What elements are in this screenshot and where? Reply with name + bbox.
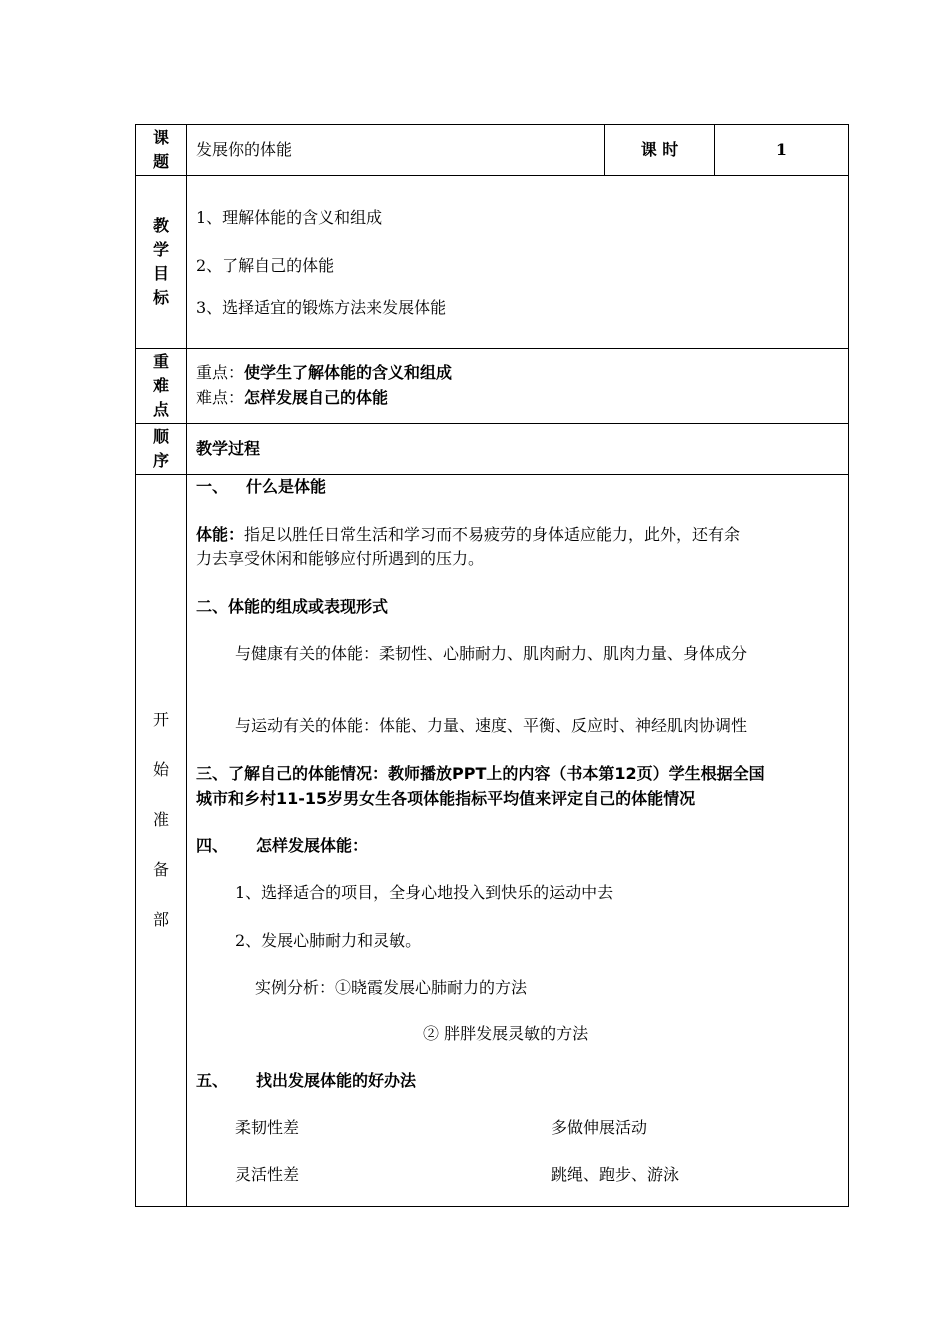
objective-item: 1、理解体能的含义和组成 bbox=[196, 208, 383, 227]
method-solution: 跳绳、跑步、游泳 bbox=[551, 1165, 680, 1184]
key-points-row bbox=[136, 349, 849, 424]
example-1: 实例分析：①晓霞发展心肺耐力的方法 bbox=[255, 978, 528, 997]
difficulty-line: 难点：怎样发展自己的体能 bbox=[196, 388, 389, 407]
process-content bbox=[187, 475, 849, 1207]
process-row bbox=[136, 475, 849, 1207]
focus-line: 重点：使学生了解体能的含义和组成 bbox=[196, 363, 453, 382]
sport-fitness-line: 与运动有关的体能：体能、力量、速度、平衡、反应时、神经肌肉协调性 bbox=[235, 716, 748, 735]
heading-3-line-2: 城市和乡村11-15岁男女生各项体能指标平均值来评定自己的体能情况 bbox=[196, 789, 696, 808]
health-fitness-line: 与健康有关的体能：柔韧性、心肺耐力、肌肉耐力、肌肉力量、身体成分 bbox=[235, 644, 748, 663]
heading-1: 一、 什么是体能 bbox=[196, 477, 327, 496]
objectives-label: 教 学 目 标 bbox=[136, 176, 187, 349]
period-label: 课 时 bbox=[605, 125, 715, 176]
order-value: 教学过程 bbox=[187, 424, 849, 475]
heading-2: 二、体能的组成或表现形式 bbox=[196, 597, 389, 616]
key-points-label: 重 难 点 bbox=[136, 349, 187, 424]
objective-item: 2、了解自己的体能 bbox=[196, 256, 335, 275]
section-label: 开 始 准 备 部 bbox=[136, 475, 187, 1207]
period-value: 1 bbox=[715, 125, 849, 176]
example-2: ② 胖胖发展灵敏的方法 bbox=[423, 1024, 589, 1043]
definition-line-1: 体能：指足以胜任日常生活和学习而不易疲劳的身体适应能力，此外，还有余 bbox=[196, 525, 741, 544]
definition-line-2: 力去享受休闲和能够应付所遇到的压力。 bbox=[196, 549, 485, 568]
order-label: 顺 序 bbox=[136, 424, 187, 475]
lesson-plan-table bbox=[135, 124, 849, 1207]
objectives-row bbox=[136, 176, 849, 349]
topic-row bbox=[136, 125, 849, 176]
method-problem: 灵活性差 bbox=[235, 1165, 300, 1184]
key-points-content bbox=[187, 349, 849, 424]
step-2: 2、发展心肺耐力和灵敏。 bbox=[235, 931, 422, 950]
heading-4: 四、 怎样发展体能： bbox=[196, 836, 369, 855]
objective-item: 3、选择适宜的锻炼方法来发展体能 bbox=[196, 298, 447, 317]
topic-value: 发展你的体能 bbox=[187, 125, 605, 176]
heading-5: 五、 找出发展体能的好办法 bbox=[196, 1071, 417, 1090]
topic-label: 课 题 bbox=[136, 125, 187, 176]
method-problem: 柔韧性差 bbox=[235, 1118, 300, 1137]
method-solution: 多做伸展活动 bbox=[551, 1118, 648, 1137]
heading-3-line-1: 三、了解自己的体能情况：教师播放PPT上的内容（书本第12页）学生根据全国 bbox=[196, 764, 765, 783]
objectives-list bbox=[187, 176, 849, 349]
order-row bbox=[136, 424, 849, 475]
step-1: 1、选择适合的项目，全身心地投入到快乐的运动中去 bbox=[235, 883, 614, 902]
